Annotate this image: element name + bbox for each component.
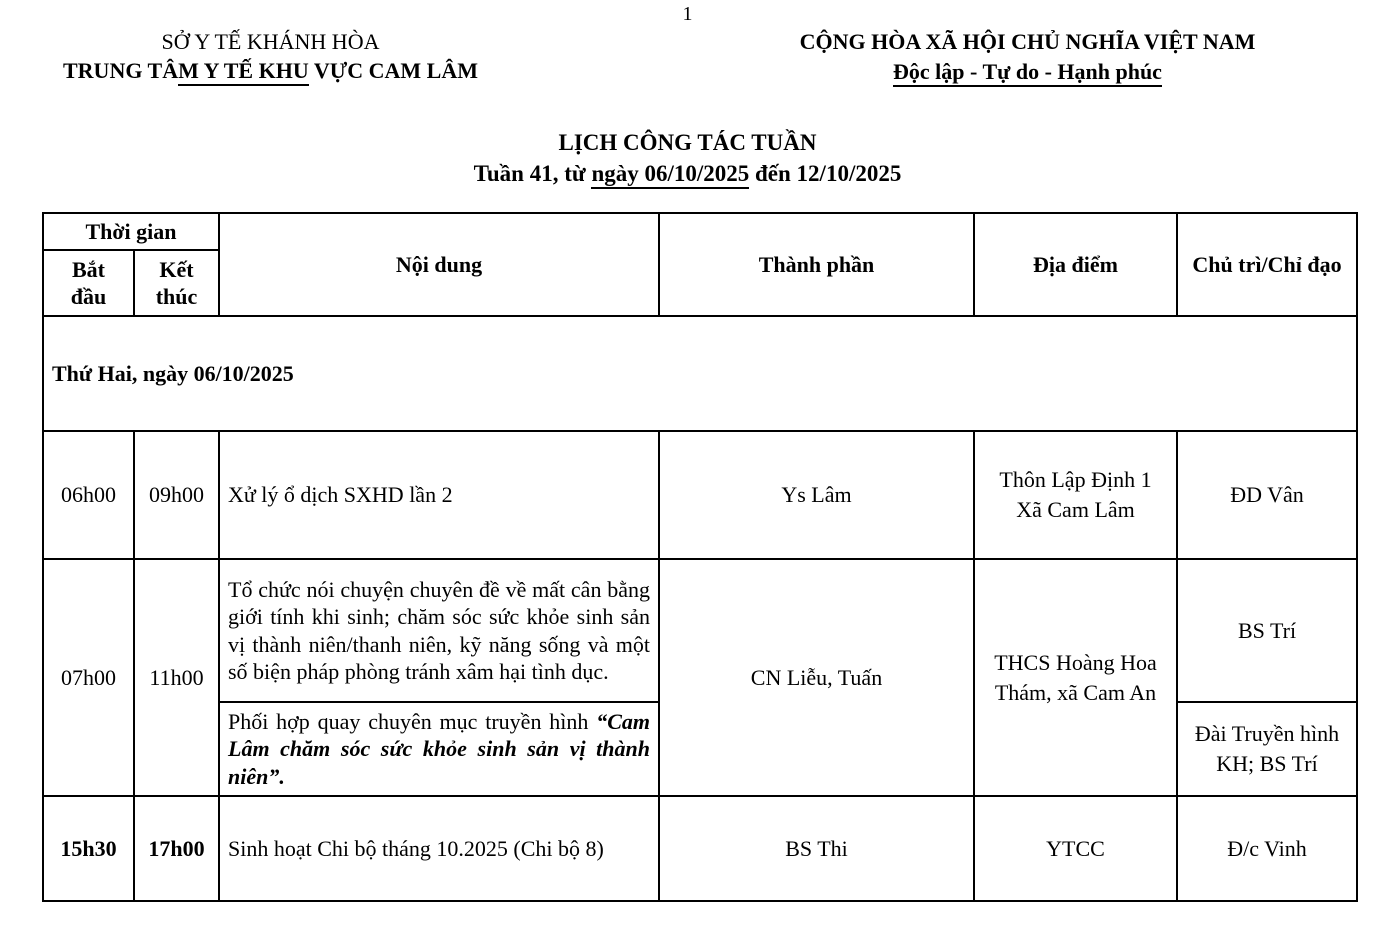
- chair: Đ/c Vinh: [1177, 796, 1357, 901]
- task-content: Tổ chức nói chuyện chuyên đề về mất cân bằng giới tính khi sinh; chăm sóc sức khỏe sinh sản vị thành niên/thanh niên, kỹ năng sống và một số biện pháp phòng tránh xâm hại tình dục.: [219, 559, 659, 702]
- table-row: [43, 796, 1357, 901]
- location-line: Thôn Lập Định 1: [999, 467, 1152, 493]
- start-time: 06h00: [43, 431, 134, 559]
- national-title: CỘNG HÒA XÃ HỘI CHỦ NGHĨA VIỆT NAM: [799, 29, 1256, 54]
- issuing-org-block: [38, 29, 503, 85]
- table-row: [43, 316, 1357, 431]
- chair-line: KH; BS Trí: [1216, 751, 1318, 776]
- day-header: Thứ Hai, ngày 06/10/2025: [43, 316, 1357, 431]
- org-unit-pre: TRUNG TÂ: [63, 57, 179, 83]
- table-row: [43, 559, 1357, 702]
- participants: BS Thi: [659, 796, 974, 901]
- location: [974, 431, 1177, 559]
- org-unit-name: [38, 58, 503, 85]
- chair-line: Đài Truyền hình: [1194, 721, 1340, 747]
- col-header-participants: Thành phần: [659, 213, 974, 316]
- task-content: Sinh hoạt Chi bộ tháng 10.2025 (Chi bộ 8): [219, 796, 659, 901]
- org-parent-name: SỞ Y TẾ KHÁNH HÒA: [161, 29, 380, 54]
- document-title-block: [0, 129, 1375, 187]
- location-line: THCS Hoàng Hoa: [994, 649, 1157, 675]
- page-number: 1: [682, 3, 693, 25]
- location-line: Thám, xã Cam An: [994, 679, 1157, 705]
- task-content-pre: Phối hợp quay chuyên mục truyền hình: [228, 708, 597, 734]
- document-title: LỊCH CÔNG TÁC TUẦN: [558, 130, 817, 155]
- subtitle-pre: Tuần 41, từ: [473, 160, 592, 186]
- location: YTCC: [974, 796, 1177, 901]
- subtitle-underlined: ngày 06/10/2025: [591, 161, 749, 189]
- chair: ĐD Vân: [1177, 431, 1357, 559]
- end-time: 09h00: [134, 431, 219, 559]
- col-header-chair: Chủ trì/Chỉ đạo: [1177, 213, 1357, 316]
- chair: [1177, 702, 1357, 796]
- location: [974, 559, 1177, 796]
- table-row: [43, 431, 1357, 559]
- national-motto: [755, 59, 1300, 86]
- end-time: 17h00: [134, 796, 219, 901]
- col-header-content: Nội dung: [219, 213, 659, 316]
- participants: CN Liễu, Tuấn: [659, 559, 974, 796]
- col-header-time-group: Thời gian: [43, 213, 219, 250]
- chair: BS Trí: [1177, 559, 1357, 702]
- task-content: Xử lý ổ dịch SXHD lần 2: [219, 431, 659, 559]
- subtitle-post: đến 12/10/2025: [749, 160, 902, 186]
- schedule-table: [42, 212, 1358, 902]
- col-header-end-time: Kết thúc: [134, 250, 219, 316]
- col-header-start-time: Bắt đầu: [43, 250, 134, 316]
- task-content: [219, 702, 659, 796]
- org-unit-underlined: M Y TẾ KHU: [178, 58, 309, 86]
- national-motto-text: Độc lập - Tự do - Hạnh phúc: [893, 59, 1162, 87]
- start-time: 15h30: [43, 796, 134, 901]
- col-header-location: Địa điểm: [974, 213, 1177, 316]
- task-content-quote: “Cam Lâm chăm sóc sức khỏe sinh sản vị thành niên”.: [228, 708, 650, 789]
- document-subtitle: [0, 160, 1375, 188]
- participants: Ys Lâm: [659, 431, 974, 559]
- end-time: 11h00: [134, 559, 219, 796]
- national-motto-block: [755, 29, 1300, 86]
- org-unit-post: VỰC CAM LÂM: [308, 57, 478, 83]
- start-time: 07h00: [43, 559, 134, 796]
- location-line: Xã Cam Lâm: [1016, 497, 1135, 522]
